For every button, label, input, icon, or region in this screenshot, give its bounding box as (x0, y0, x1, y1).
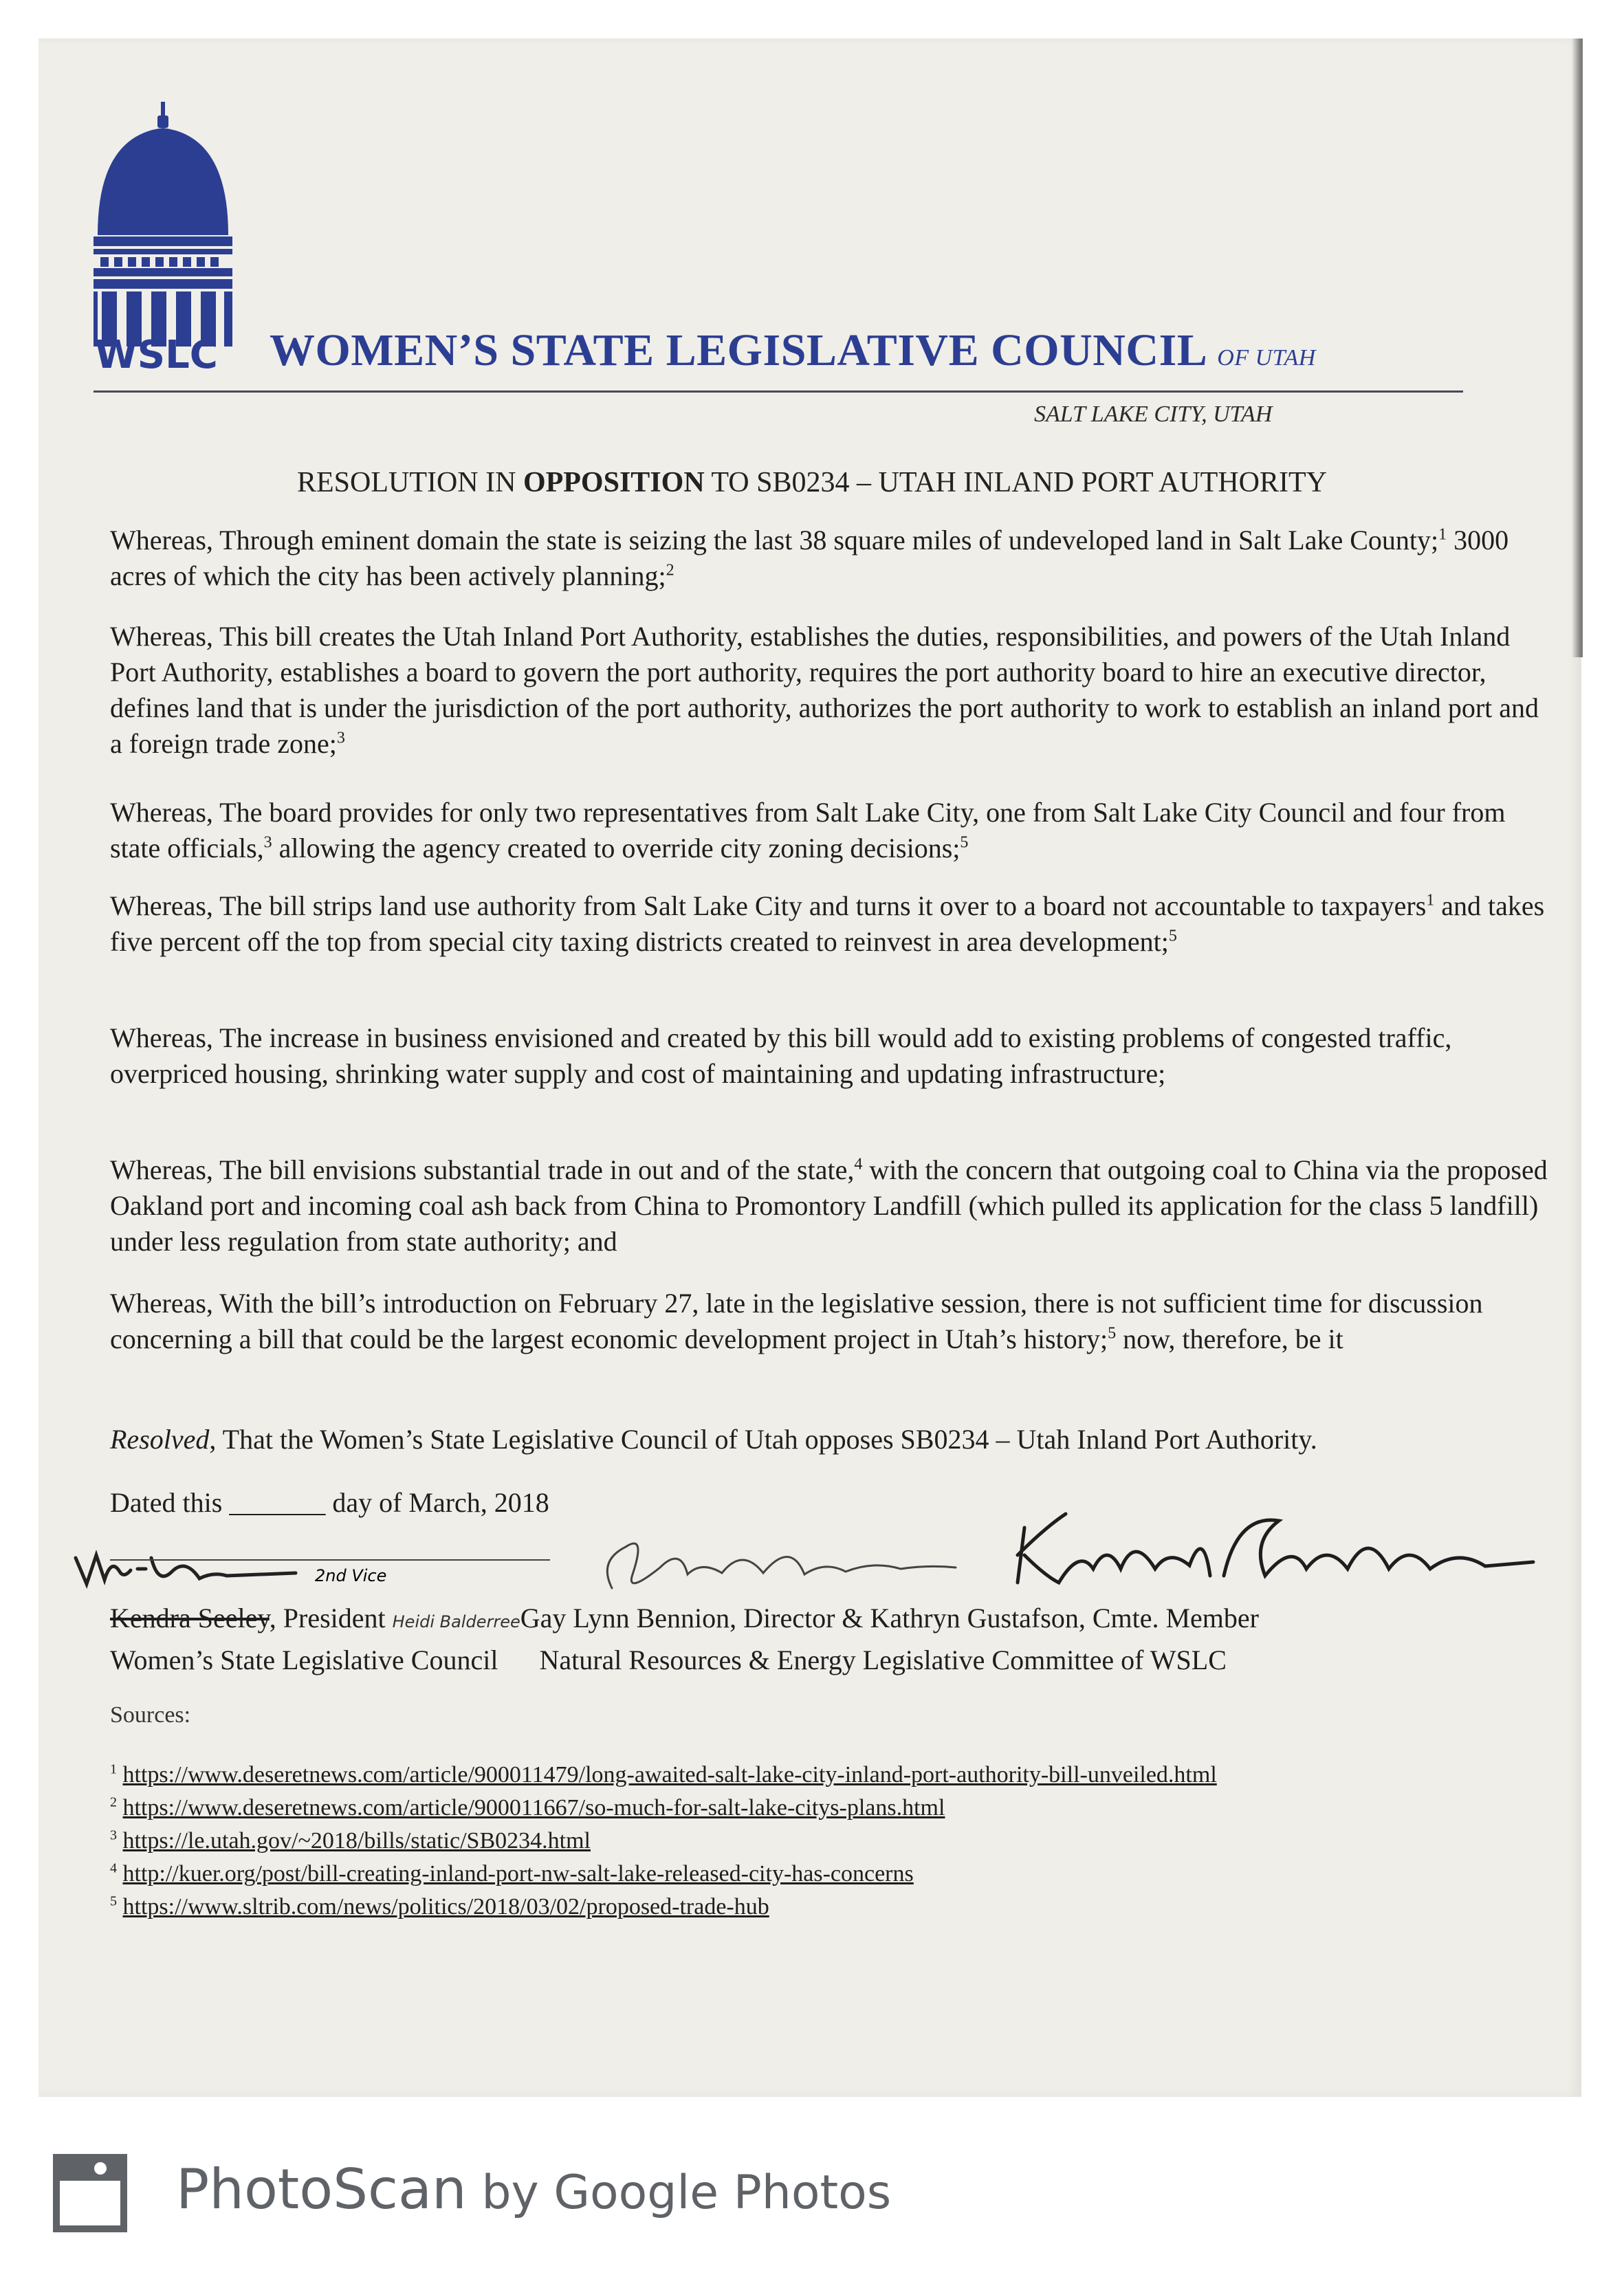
source-num: 4 (110, 1860, 117, 1876)
source-num: 2 (110, 1794, 117, 1810)
whereas-text: Whereas, The increase in business envisioned and created by this bill would add to existing problems of congested traffic, overpriced housing, shrinking water supply and cost of maintaining and updating infrastructure; (110, 1022, 1452, 1089)
title-part3: TO SB0234 – UTAH INLAND PORT AUTHORITY (704, 467, 1327, 498)
footnote-ref: 1 (1426, 891, 1435, 910)
whereas-text: allowing the agency created to override city zoning decisions; (272, 833, 961, 864)
whereas-7 (110, 1286, 1554, 1357)
whereas-text: Whereas, With the bill’s introduction on February 27, late in the legislative session, there is not sufficient time for discussion concerning a bill that could be the largest economic development project in Utah’s history; (110, 1288, 1483, 1354)
source-item-4 (110, 1858, 1217, 1891)
signature-president (69, 1530, 578, 1599)
whereas-text: now, therefore, be it (1116, 1323, 1343, 1354)
whereas-text: 3000 acres of which the city has been actively planning; (110, 525, 1509, 591)
struck-name: Kendra Seeley (110, 1603, 270, 1634)
org-line-1: Women’s State Legislative Council (110, 1644, 498, 1675)
footnote-ref: 5 (1108, 1324, 1117, 1343)
source-num: 5 (110, 1893, 117, 1909)
footnote-ref: 4 (854, 1155, 863, 1174)
footer-app: PhotoScan (176, 2157, 467, 2221)
source-link[interactable]: https://www.deseretnews.com/article/900011479/long-awaited-salt-lake-city-inland-port-authority-bill-unveiled.html (122, 1762, 1217, 1788)
title-opposition: OPPOSITION (523, 467, 705, 498)
source-link[interactable]: https://le.utah.gov/~2018/bills/static/SB0234.html (122, 1828, 591, 1854)
source-item-5 (110, 1891, 1217, 1924)
whereas-text: and takes five percent off the top from special city taxing districts created to reinvest in area development; (110, 890, 1545, 957)
sources-label: Sources: (110, 1702, 191, 1728)
source-num: 1 (110, 1761, 117, 1777)
sources-list (110, 1759, 1217, 1924)
org-name-text: WOMEN’S STATE LEGISLATIVE COUNCIL (270, 325, 1208, 375)
signature-note: 2nd Vice (315, 1566, 387, 1585)
whereas-2 (110, 619, 1554, 762)
paper-edge-shadow (1572, 38, 1583, 657)
photoscan-footer (52, 2153, 1565, 2233)
whereas-5 (110, 1020, 1554, 1092)
org-suffix: OF UTAH (1217, 345, 1316, 371)
source-item-2 (110, 1792, 1217, 1825)
org-name (270, 324, 1316, 377)
signatory-names (110, 1599, 1259, 1680)
dated-suffix: day of March, 2018 (332, 1487, 549, 1518)
whereas-text: Whereas, The board provides for only two representatives from Salt Lake City, one from Salt Lake City Council and four from state officials, (110, 797, 1506, 864)
signature-bennion (584, 1519, 969, 1602)
footnote-ref: 3 (336, 729, 345, 747)
signature-gustafson (1004, 1500, 1540, 1603)
photoscan-icon (52, 2153, 128, 2233)
director-title: Gay Lynn Bennion, Director & Kathryn Gustafson, Cmte. Member (520, 1603, 1259, 1634)
president-title: , President (269, 1603, 393, 1634)
source-link[interactable]: https://www.deseretnews.com/article/900011667/so-much-for-salt-lake-citys-plans.html (122, 1795, 945, 1820)
source-link[interactable]: http://kuer.org/post/bill-creating-inland-port-nw-salt-lake-released-city-has-concerns (122, 1861, 914, 1886)
signature-line (110, 1559, 550, 1561)
whereas-6 (110, 1152, 1554, 1260)
whereas-1 (110, 522, 1554, 594)
resolved-clause (110, 1422, 1554, 1458)
org-line-2: Natural Resources & Energy Legislative Committee of WSLC (539, 1644, 1227, 1675)
dated-prefix: Dated this (110, 1487, 223, 1518)
photoscan-caption (176, 2157, 891, 2221)
resolved-text: , That the Women’s State Legislative Council of Utah opposes SB0234 – Utah Inland Port Authority. (209, 1424, 1317, 1455)
footnote-ref: 1 (1438, 525, 1447, 544)
footnote-ref: 2 (666, 561, 674, 580)
source-item-3 (110, 1825, 1217, 1858)
title-part1: RESOLUTION IN (296, 467, 523, 498)
footnote-ref: 3 (263, 833, 272, 852)
footer-by: by Google Photos (466, 2166, 892, 2220)
footnote-ref: 5 (1168, 927, 1177, 945)
capitol-dome-logo (58, 62, 264, 371)
whereas-3 (110, 795, 1554, 866)
whereas-text: Whereas, The bill envisions substantial trade in out and of the state, (110, 1154, 855, 1185)
whereas-text: Whereas, The bill strips land use authority from Salt Lake City and turns it over to a board not accountable to taxpayers (110, 890, 1427, 921)
resolution-title (0, 466, 1624, 499)
whereas-4 (110, 888, 1554, 960)
whereas-text: Whereas, Through eminent domain the state is seizing the last 38 square miles of undeveloped land in Salt Lake County; (110, 525, 1439, 556)
footnote-ref: 5 (960, 833, 969, 852)
dated-blank: _______ (229, 1487, 326, 1518)
logo-text: WSLC (95, 333, 218, 371)
source-link[interactable]: https://www.sltrib.com/news/politics/2018/03/02/proposed-trade-hub (122, 1894, 769, 1920)
source-item-1 (110, 1759, 1217, 1792)
whereas-text: with the concern that outgoing coal to China via the proposed Oakland port and incoming coal ash back from China to Promontory Landfill (which pulled its application for the class 5 landfill) under less regulation from state authority; and (110, 1154, 1548, 1257)
city-line: SALT LAKE CITY, UTAH (1034, 402, 1273, 427)
resolved-word: Resolved (110, 1424, 210, 1455)
source-num: 3 (110, 1827, 117, 1843)
president-hand: Heidi Balderree (392, 1612, 520, 1631)
whereas-text: Whereas, This bill creates the Utah Inland Port Authority, establishes the duties, responsibilities, and powers of the Utah Inland Port Authority, establishes a board to govern the port authority, requires the port authority board to hire an executive director, defines land that is under the jurisdiction of the port authority, authorizes the port authority to work to establish an inland port and a foreign trade zone; (110, 621, 1539, 759)
header-rule (94, 390, 1463, 393)
